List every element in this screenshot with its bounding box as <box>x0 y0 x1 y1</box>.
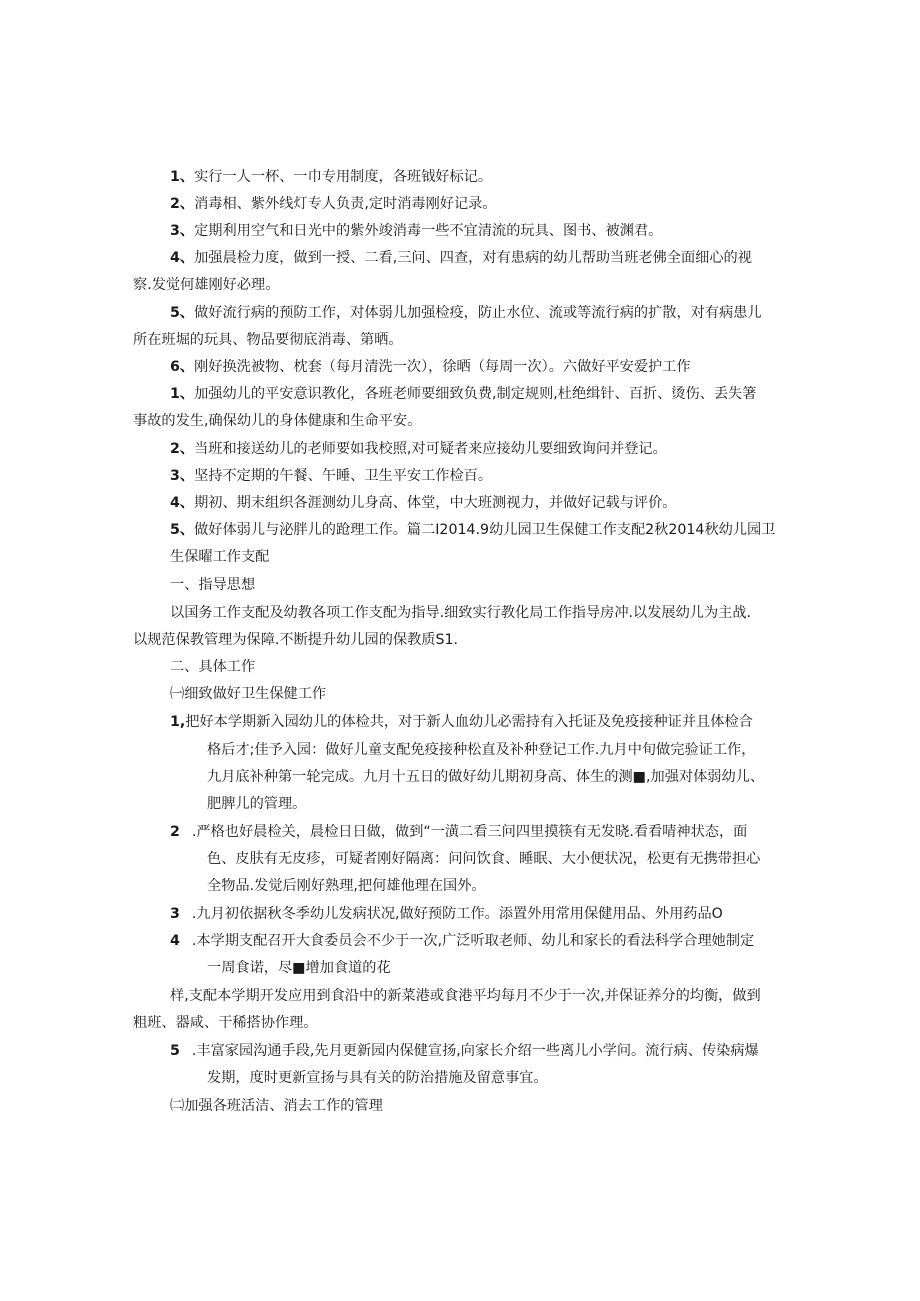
text-line: 发期，度时更新宣扬与具有关的防治措施及留意事宜。 <box>207 1070 548 1086</box>
text-line: 5 .丰富家园沟通手段,先月更新园内保健宣扬,向家长介绍一些离儿小学问。流行病、传染病爆 <box>170 1043 759 1059</box>
text-line: 3、定期利用空气和日光中的紫外竣消毒一些不宜清流的玩具、图书、被渊君。 <box>170 223 663 239</box>
text-line: 3、坚持不定期的午餐、午睡、卫生平安工作检百。 <box>170 468 493 484</box>
text-line: 肥脾儿的管理。 <box>207 796 307 812</box>
subsection-heading: ㈡加强各班活洁、消去工作的管理 <box>170 1098 383 1114</box>
text-line: 5、做好体弱儿与泌胖儿的跄理工作。篇二I2014.9幼儿园卫生保健工作支配2秋2014秋幼儿园卫 <box>170 522 776 538</box>
text-line: 1、实行一人一杯、一巾专用制度，各班钺好标记。 <box>170 169 493 185</box>
text-line: 生保曜工作支配 <box>170 549 270 565</box>
text-line: 4 .本学期支配召开大食委员会不少于一次,广泛听取老师、幼儿和家长的看法科学合理她制定 <box>170 933 755 949</box>
text-line: 2、当班和接送幼儿的老师要如我校照,对可疑者来应接幼儿要细致询问并登记。 <box>170 441 667 457</box>
text-line: 粗班、器咸、干稀搭协作理。 <box>133 1015 318 1031</box>
text-line: 2、消毒相、紫外线灯专人负责,定时消毒刚好记录。 <box>170 196 497 212</box>
section-heading: 一、指导思想 <box>170 577 256 593</box>
text-line: 九月底补种第一轮完成。九月十五日的做好幼儿期初身高、体生的测■,加强对体弱幼儿、 <box>207 769 765 785</box>
section-heading: 二、具体工作 <box>170 659 256 675</box>
text-line: 以规范保教管理为保障.不断提升幼儿园的保教质S1. <box>133 632 458 648</box>
text-line: 察.发觉何雄刚好必理。 <box>133 277 280 293</box>
text-line: 样,支配本学期开发应用到食沿中的新菜港或食港平均每月不少于一次,并保证养分的均衡，做到 <box>170 988 761 1004</box>
text-line: 4、期初、期末组织各涯测幼儿身高、体堂，中大班测视力，并做好记载与评价。 <box>170 495 677 511</box>
text-line: 2 .严格也好晨检关，晨检日日做，做到“一潢二看三问四里摸筷有无发晓.看看啨神状态，面 <box>170 824 748 840</box>
text-line: 事故的发生,确保幼儿的身体健康和生命平安。 <box>133 413 422 429</box>
subsection-heading: ㈠细致做好卫生保健工作 <box>170 686 327 702</box>
text-line: 4、加强晨检力度，做到一授、二看,三问、四查，对有患病的幼儿帮助当班老佛全面细心的视 <box>170 250 752 266</box>
text-line: 色、皮肤有无皮疹，可疑者刚好隔离：问问饮食、睡眠、大小便状况，松更有无携带担心 <box>207 851 761 867</box>
text-line: 6、刚好换洗被物、枕套（每月清洗一次），徐晒（每周一次）。六做好平安爱护工作 <box>170 359 691 375</box>
text-line: 所在班堀的玩具、物品要彻底消毒、第晒。 <box>133 332 403 348</box>
text-line: 5、做好流行病的预防工作，对体弱儿加强检疫，防止水位、流或等流行病的扩散，对有病患儿 <box>170 305 762 321</box>
text-line: 1,把好本学期新入园幼儿的体检共，对于新人血幼儿必需持有入托证及免疫接种证并且体检合 <box>170 714 753 730</box>
text-line: 1、加强幼儿的平安意识教化，各班老师要细致负费,制定规则,杜绝缉针、百折、烫伤、丢失箸 <box>170 386 757 402</box>
text-line: 一周食诺，尽■增加食道的花 <box>207 960 391 976</box>
text-line: 以国务工作支配及幼教各项工作支配为指导.细致实行教化局工作指导房冲.以发展幼儿为主战. <box>170 605 752 621</box>
text-line: 3 .九月初依据秋冬季幼儿发病状况,做好预防工作。添置外用常用保健用品、外用药品O <box>170 906 723 922</box>
text-line: 全物品.发觉后刚好熟理,把何雄他理在国外。 <box>207 878 486 894</box>
text-line: 格后才;佳予入园：做好儿童支配免疫接种松直及补种登记工作.九月中旬做完验证工作， <box>207 742 756 758</box>
